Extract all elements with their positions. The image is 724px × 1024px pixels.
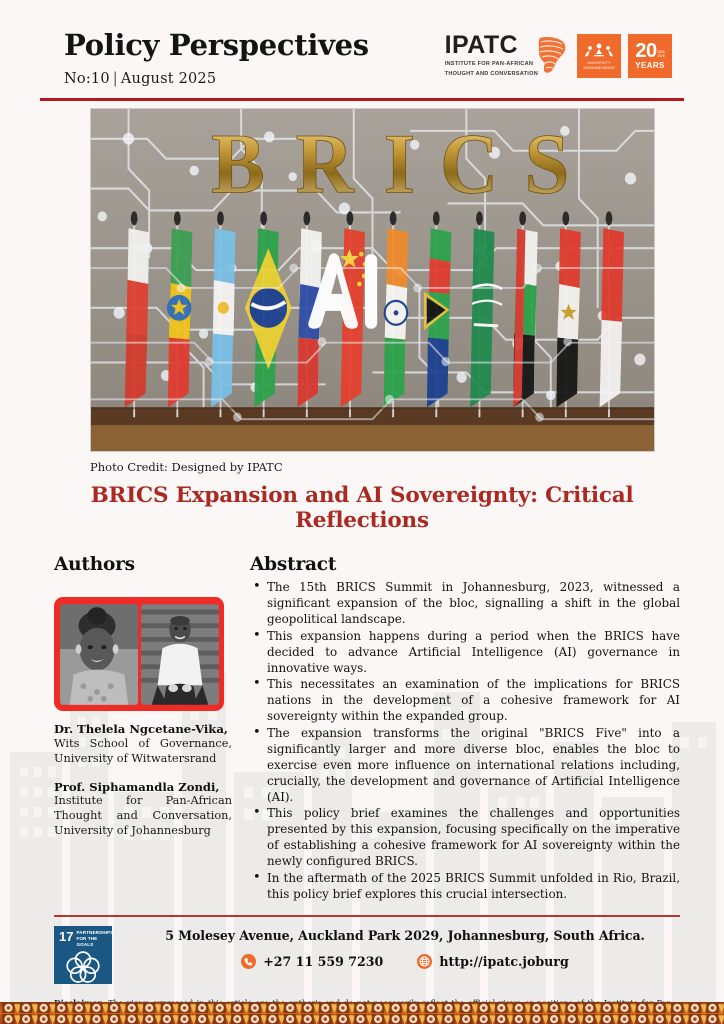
- abstract-bullet: • This policy brief examines the challenges and opportunities presented by this expansion, focusing specifically on the imperative of establishing a cohesive framework for AI sovereignty within the newly configured BRICS.: [250, 805, 680, 869]
- hero-illustration: [91, 109, 654, 451]
- hero-image-container: [24, 101, 700, 452]
- author-2-affiliation: Institute for Pan-African Thought and Conversation, University of Johannesburg: [54, 794, 232, 837]
- page-footer: [24, 917, 700, 984]
- author-2-name: Prof. Siphamandla Zondi,: [54, 779, 220, 794]
- author-1: [54, 722, 232, 766]
- author-photos: [54, 597, 224, 711]
- anniversary-start-year: 2005: [657, 49, 665, 54]
- sdg-partnership-rings-icon: [65, 950, 101, 983]
- anniversary-badge[interactable]: [628, 34, 672, 78]
- contact-block: [128, 926, 682, 969]
- abstract-bullet: • This necessitates an examination of the implications for BRICS nations in the development of a cohesive framework for AI sovereignty within the expanded group.: [250, 676, 680, 724]
- uj-logo-badge[interactable]: [577, 34, 621, 78]
- sdg-label-line2: FOR THE GOALS: [76, 936, 98, 948]
- author-photo-1: [60, 603, 138, 706]
- phone-number: +27 11 559 7230: [263, 954, 384, 970]
- uj-logo-subtext: [583, 61, 615, 72]
- issue-date: August 2025: [120, 71, 217, 88]
- abstract-bullet-list: [250, 579, 680, 902]
- page-title: Policy Perspectives: [64, 28, 369, 62]
- authors-heading: Authors: [54, 554, 135, 576]
- abstract-column: [250, 554, 680, 902]
- african-pattern-footer-strip: [0, 1002, 724, 1024]
- ipatc-logo[interactable]: [444, 31, 570, 79]
- author-photo-2: [141, 603, 219, 706]
- issue-number: No:10: [64, 71, 110, 88]
- masthead: [64, 30, 369, 87]
- anniversary-number: 20: [635, 39, 657, 62]
- ipatc-tagline-line2: THOUGHT AND CONVERSATION: [444, 71, 538, 78]
- svg-text:B: B: [211, 116, 265, 212]
- svg-text:C: C: [440, 116, 499, 212]
- phone-icon: [241, 954, 256, 969]
- logo-cluster: [445, 30, 672, 79]
- ipatc-wordmark-text: IPATC: [444, 31, 518, 59]
- issue-line: [64, 71, 369, 87]
- photo-credit: Photo Credit: Designed by IPATC: [90, 460, 283, 475]
- office-address: 5 Molesey Avenue, Auckland Park 2029, Johannesburg, South Africa.: [165, 928, 645, 944]
- authors-column: [36, 554, 236, 902]
- anniversary-years-range: [658, 50, 665, 60]
- svg-text:I: I: [383, 116, 416, 212]
- uj-emblem-icon: [584, 42, 614, 59]
- uj-line-1: UNIVERSITY: [587, 60, 611, 65]
- anniversary-word: YEARS: [635, 60, 665, 70]
- body-columns: [24, 554, 700, 902]
- uj-line-3: JOHANNESBURG: [582, 65, 616, 70]
- page-header: [24, 0, 700, 87]
- article-title: BRICS Expansion and AI Sovereignty: Critical Reflections: [90, 483, 634, 534]
- abstract-bullet: • In the aftermath of the 2025 BRICS Summit unfolded in Rio, Brazil, this policy brief explores this crucial intersection.: [250, 870, 680, 902]
- africa-continent-icon: [536, 35, 570, 75]
- author-1-affiliation: Wits School of Governance, University of Witwatersrand: [54, 737, 232, 765]
- svg-text:S: S: [524, 116, 570, 212]
- svg-text:R: R: [295, 116, 354, 212]
- sdg-label: [76, 930, 113, 948]
- issue-separator: |: [112, 71, 118, 88]
- website-contact[interactable]: [417, 954, 568, 969]
- hero-image: [90, 108, 655, 452]
- author-2: [54, 780, 232, 839]
- author-1-name: Dr. Thelela Ngcetane-Vika,: [54, 722, 228, 737]
- contact-row: [128, 954, 682, 969]
- anniversary-end-year: 2025: [657, 53, 665, 58]
- globe-icon: [417, 954, 432, 969]
- phone-contact[interactable]: [241, 954, 383, 969]
- abstract-heading: Abstract: [250, 554, 337, 576]
- ipatc-tagline-line1: INSTITUTE FOR PAN-AFRICAN: [444, 60, 534, 67]
- abstract-bullet: • This expansion happens during a period when the BRICS have decided to advance Artificial Intelligence (AI) governance in innovative ways.: [250, 628, 680, 676]
- abstract-bullet: • The expansion transforms the original "BRICS Five" into a significantly larger and more diverse bloc, enables the bloc to exercise even more influence on international relations including, crucially, the development and governance of Artificial Intelligence (AI).: [250, 725, 680, 805]
- sdg-17-badge: [54, 926, 112, 984]
- website-url[interactable]: http://ipatc.joburg: [439, 954, 569, 970]
- sdg-label-line1: PARTNERSHIPS: [76, 930, 114, 936]
- sdg-number: 17: [59, 929, 74, 945]
- abstract-bullet: • The 15th BRICS Summit in Johannesburg, 2023, witnessed a significant expansion of the bloc, signalling a shift in the global geopolitical landscape.: [250, 579, 680, 627]
